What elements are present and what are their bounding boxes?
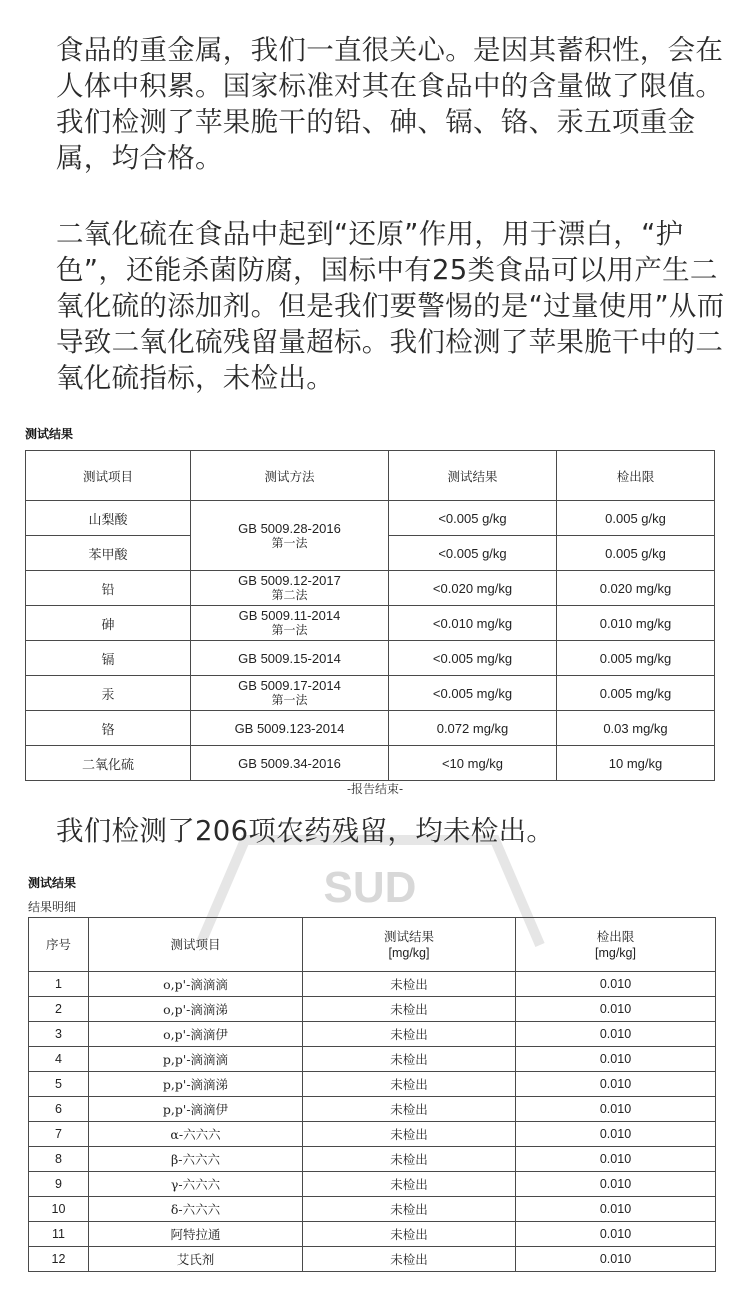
pesticide-name: 阿特拉通 [89,1222,303,1247]
pesticide-name: o,p'-滴滴伊 [89,1022,303,1047]
test-result: 未检出 [303,1097,516,1122]
test-result: <10 mg/kg [389,746,557,781]
test-item: 砷 [26,606,191,641]
pesticide-name: o,p'-滴滴涕 [89,997,303,1022]
detection-limit: 10 mg/kg [557,746,715,781]
test-item: 苯甲酸 [26,536,191,571]
detection-limit: 0.005 g/kg [557,536,715,571]
test-method: GB 5009.123-2014 [191,711,389,746]
test-result: 未检出 [303,1072,516,1097]
method-standard: GB 5009.12-2017 [238,573,341,588]
pesticide-name: p,p'-滴滴涕 [89,1072,303,1097]
pesticide-name: 艾氏剂 [89,1247,303,1272]
detection-limit: 0.010 [516,1122,716,1147]
table-row [29,1097,716,1122]
table-row [29,972,716,997]
table-row [26,676,715,711]
pesticide-name: γ-六六六 [89,1172,303,1197]
detection-limit: 0.010 [516,1072,716,1097]
test-result: <0.010 mg/kg [389,606,557,641]
test-result: 未检出 [303,1247,516,1272]
pesticide-results-table [28,917,716,1272]
test-item: 二氧化硫 [26,746,191,781]
watermark-text: SUD [323,863,417,912]
test-result: 未检出 [303,972,516,997]
method-sub: 第一法 [271,693,308,707]
test-result: 未检出 [303,1222,516,1247]
pesticide-name: p,p'-滴滴伊 [89,1097,303,1122]
header-limit-unit: [mg/kg] [595,945,636,960]
test-result: 未检出 [303,997,516,1022]
header-method: 测试方法 [191,451,389,501]
row-number: 9 [29,1172,89,1197]
test-method [191,676,389,711]
detection-limit: 0.010 [516,1197,716,1222]
header-item: 测试项目 [26,451,191,501]
row-number: 7 [29,1122,89,1147]
row-number: 10 [29,1197,89,1222]
table-row [29,1247,716,1272]
pesticide-name: δ-六六六 [89,1197,303,1222]
detection-limit: 0.010 [516,1097,716,1122]
header-limit [516,918,716,972]
pesticide-name: β-六六六 [89,1147,303,1172]
row-number: 6 [29,1097,89,1122]
row-number: 3 [29,1022,89,1047]
table-row [26,501,715,536]
pesticide-name: p,p'-滴滴滴 [89,1047,303,1072]
detection-limit: 0.010 [516,972,716,997]
test-method: GB 5009.15-2014 [191,641,389,676]
table-row [29,1147,716,1172]
test-result: 未检出 [303,1122,516,1147]
row-number: 11 [29,1222,89,1247]
row-number: 5 [29,1072,89,1097]
test-method [191,606,389,641]
table-row [26,571,715,606]
header-result [303,918,516,972]
method-sub: 第一法 [271,535,308,550]
test-method: GB 5009.34-2016 [191,746,389,781]
test-result: 0.072 mg/kg [389,711,557,746]
detection-limit: 0.010 [516,1247,716,1272]
pesticide-name: α-六六六 [89,1122,303,1147]
method-sub: 第一法 [271,623,308,637]
row-number: 2 [29,997,89,1022]
test-item: 铬 [26,711,191,746]
detection-limit: 0.010 [516,1147,716,1172]
header-limit: 检出限 [557,451,715,501]
test-results-table [25,450,715,781]
report-end-marker: -报告结束- [346,782,404,796]
test-result: 未检出 [303,1022,516,1047]
table1-section-title: 测试结果 [25,427,74,441]
detection-limit: 0.03 mg/kg [557,711,715,746]
test-method [191,571,389,606]
row-number: 1 [29,972,89,997]
test-item: 汞 [26,676,191,711]
row-number: 12 [29,1247,89,1272]
detection-limit: 0.010 [516,1222,716,1247]
detection-limit: 0.005 g/kg [557,501,715,536]
detection-limit: 0.020 mg/kg [557,571,715,606]
detection-limit: 0.010 [516,1172,716,1197]
table-row [26,641,715,676]
test-result: <0.005 mg/kg [389,676,557,711]
table-row [29,1022,716,1047]
test-item: 山梨酸 [26,501,191,536]
detection-limit: 0.010 [516,1047,716,1072]
sulfur-dioxide-paragraph: 二氧化硫在食品中起到“还原”作用，用于漂白，“护色”，还能杀菌防腐，国标中有25类食品可以用产生二氧化硫的添加剂。但是我们要警惕的是“过量使用”从而导致二氧化硫残留量超标。我们检测了苹果脆干中的二氧化硫指标，未检出。 [56,218,725,394]
test-result: 未检出 [303,1172,516,1197]
test-result: 未检出 [303,1147,516,1172]
method-sub: 第二法 [271,588,308,602]
row-number: 4 [29,1047,89,1072]
table2-section-title: 测试结果 [28,876,77,890]
heavy-metal-paragraph: 食品的重金属，我们一直很关心。是因其蓄积性，会在人体中积累。国家标准对其在食品中的含量做了限值。我们检测了苹果脆干的铅、砷、镉、铬、汞五项重金属，均合格。 [56,34,724,174]
detection-limit: 0.010 mg/kg [557,606,715,641]
table2-subtitle: 结果明细 [28,900,77,914]
table-row [26,746,715,781]
test-method [191,501,389,571]
row-number: 8 [29,1147,89,1172]
detection-limit: 0.010 [516,997,716,1022]
test-item: 铅 [26,571,191,606]
test-result: 未检出 [303,1047,516,1072]
table-row [29,1197,716,1222]
header-no: 序号 [29,918,89,972]
table-header-row [26,451,715,501]
header-result-label: 测试结果 [383,928,434,944]
detection-limit: 0.005 mg/kg [557,676,715,711]
detection-limit: 0.010 [516,1022,716,1047]
method-standard: GB 5009.28-2016 [238,520,341,536]
table-row [29,1122,716,1147]
table-row [29,1222,716,1247]
header-limit-label: 检出限 [596,928,635,944]
test-result: <0.020 mg/kg [389,571,557,606]
table-row [26,711,715,746]
pesticide-paragraph: 我们检测了206项农药残留，均未检出。 [56,815,555,847]
table-row [29,1072,716,1097]
table-header-row [29,918,716,972]
header-result: 测试结果 [389,451,557,501]
table-row [29,1047,716,1072]
test-item: 镉 [26,641,191,676]
table-row [29,1172,716,1197]
header-item: 测试项目 [89,918,303,972]
table-row [29,997,716,1022]
test-result: <0.005 mg/kg [389,641,557,676]
method-standard: GB 5009.17-2014 [238,678,341,693]
table-row [26,606,715,641]
test-result: <0.005 g/kg [389,536,557,571]
pesticide-name: o,p'-滴滴滴 [89,972,303,997]
method-standard: GB 5009.11-2014 [238,608,341,623]
detection-limit: 0.005 mg/kg [557,641,715,676]
test-result: <0.005 g/kg [389,501,557,536]
test-result: 未检出 [303,1197,516,1222]
header-result-unit: [mg/kg] [388,945,430,960]
